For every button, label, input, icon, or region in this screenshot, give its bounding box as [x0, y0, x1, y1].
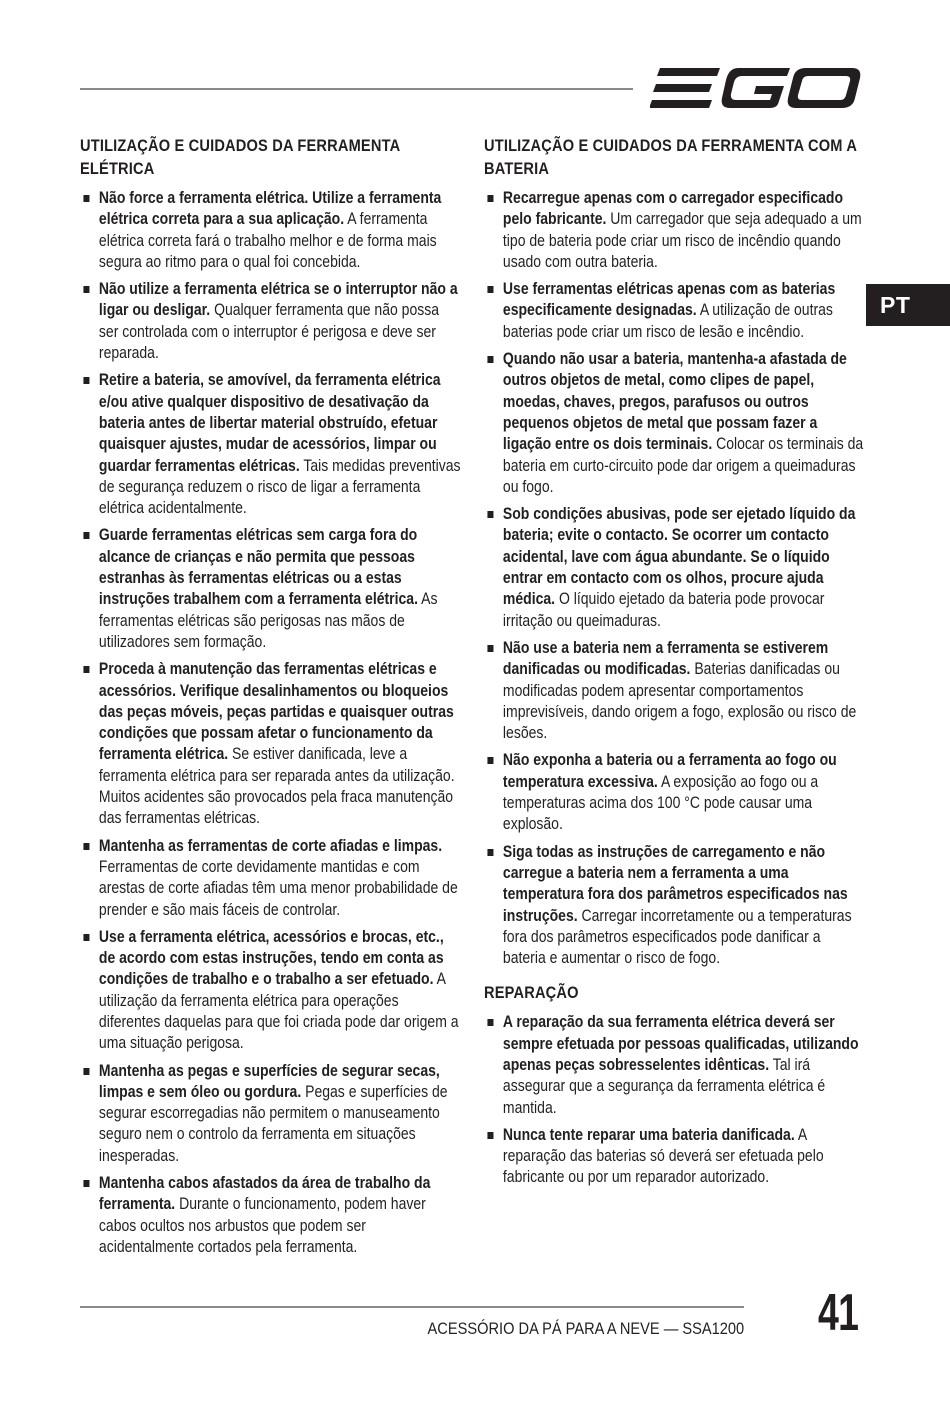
item-emphasis: Não use a bateria nem a ferramenta se estiverem danificadas ou modificadas.	[502, 638, 829, 679]
item-emphasis: Recarregue apenas com o carregador especificado pelo fabricante.	[502, 189, 844, 229]
list-item	[484, 750, 866, 835]
bullet-list	[484, 188, 866, 969]
list-item	[484, 349, 866, 498]
item-text: A utilização de outras baterias pode criar um risco de lesão e incêndio.	[502, 301, 833, 341]
item-text: Qualquer ferramenta que não possa ser controlada com o interruptor é perigosa e deve ser reparada.	[98, 301, 440, 363]
item-text: A ferramenta elétrica correta fará o trabalho melhor e de forma mais segura ao ritmo para o qual foi concebida.	[98, 210, 437, 271]
section-title: REPARAÇÃO	[484, 983, 579, 1003]
item-emphasis: Mantenha as pegas e superfícies de segurar secas, limpas e sem óleo ou gordura.	[98, 1061, 440, 1101]
right-column	[484, 134, 866, 1201]
left-column	[80, 134, 462, 1270]
item-emphasis: Não exponha a bateria ou a ferramenta ao fogo ou temperatura excessiva.	[502, 751, 837, 791]
item-text: O líquido ejetado da bateria pode provocar irritação ou queimaduras.	[502, 590, 825, 630]
item-emphasis: Sob condições abusivas, pode ser ejetado líquido da bateria; evite o contacto. Se ocorrer um contacto acidental, lave com água abundante. Se o líquido entrar em contacto com os olhos, procure ajuda médica.	[502, 505, 856, 609]
item-text: Ferramentas de corte devidamente mantidas e com arestas de corte afiadas têm uma menor probabilidade de prender e são mais fáceis de controlar.	[98, 857, 458, 919]
item-emphasis: Proceda à manutenção das ferramentas elétricas e acessórios. Verifique desalinhamentos ou bloqueios das peças móveis, peças partidas e quaisquer outras condições que possam afetar o funcionamento da ferramenta elétrica.	[98, 660, 454, 764]
item-emphasis: Não force a ferramenta elétrica. Utilize a ferramenta elétrica correta para a sua aplicação.	[98, 189, 442, 229]
list-item	[484, 188, 866, 273]
item-emphasis: Nunca tente reparar uma bateria danificada.	[502, 1125, 795, 1144]
list-item	[80, 836, 462, 921]
item-text: Colocar os terminais da bateria em curto-circuito pode dar origem a queimaduras ou fogo.	[502, 435, 864, 496]
item-text: A reparação das baterias só deverá ser efetuada pelo fabricante ou por um reparador autorizado.	[502, 1125, 824, 1187]
item-emphasis: Use ferramentas elétricas apenas com as baterias especificamente designadas.	[502, 280, 836, 320]
item-text: Se estiver danificada, leve a ferramenta elétrica para ser reparada antes da utilização. Muitos acidentes são provocados pela fraca manutenção das ferramentas elétricas.	[98, 745, 455, 828]
square-bullet-icon	[487, 356, 493, 363]
footer-rule	[80, 1306, 744, 1308]
item-text: A utilização da ferramenta elétrica para operações diferentes daquelas para que foi criada pode dar origem a uma situação perigosa.	[98, 970, 459, 1053]
square-bullet-icon	[83, 843, 89, 850]
item-text: Tais medidas preventivas de segurança reduzem o risco de ligar a ferramenta elétrica acidentalmente.	[98, 456, 461, 518]
item-text: As ferramentas elétricas são perigosas nas mãos de utilizadores sem formação.	[98, 590, 438, 651]
ego-logo	[650, 64, 862, 112]
item-emphasis: Mantenha cabos afastados da área de trabalho da ferramenta.	[98, 1174, 431, 1214]
item-emphasis: Não utilize a ferramenta elétrica se o interruptor não a ligar ou desligar.	[98, 280, 458, 320]
page-number: 41	[818, 1284, 859, 1342]
square-bullet-icon	[487, 511, 493, 518]
item-text: Pegas e superfícies de segurar escorregadias não permitem o manuseamento seguro nem o controlo da ferramenta em situações inesperadas.	[98, 1082, 448, 1165]
square-bullet-icon	[83, 377, 89, 384]
square-bullet-icon	[487, 195, 493, 202]
item-emphasis: Use a ferramenta elétrica, acessórios e brocas, etc., de acordo com estas instruções, tendo em conta as condições de trabalho e o trabalho a ser efetuado.	[98, 927, 444, 989]
list-item	[80, 927, 462, 1055]
square-bullet-icon	[83, 286, 89, 293]
square-bullet-icon	[487, 1019, 493, 1026]
list-item	[80, 525, 462, 653]
square-bullet-icon	[487, 757, 493, 764]
section	[80, 134, 462, 1258]
square-bullet-icon	[487, 849, 493, 856]
square-bullet-icon	[83, 934, 89, 941]
list-item	[80, 1173, 462, 1258]
item-text: Tal irá assegurar que a segurança da ferramenta elétrica é mantida.	[502, 1055, 826, 1117]
item-text: Durante o funcionamento, podem haver cabos ocultos nos arbustos que podem ser acidentalmente cortados pela ferramenta.	[98, 1195, 426, 1256]
item-text: A exposição ao fogo ou a temperaturas acima dos 100 °C pode causar uma explosão.	[502, 772, 819, 834]
list-item	[484, 279, 866, 343]
item-emphasis: Guarde ferramentas elétricas sem carga fora do alcance de crianças e não permita que pessoas estranhas às ferramentas elétricas ou a estas instruções trabalhem com a ferramenta elétrica.	[98, 526, 418, 609]
square-bullet-icon	[83, 1180, 89, 1187]
list-item	[484, 638, 866, 744]
square-bullet-icon	[487, 1132, 493, 1139]
list-item	[484, 1125, 866, 1189]
square-bullet-icon	[487, 645, 493, 652]
item-emphasis: Quando não usar a bateria, mantenha-a afastada de outros objetos de metal, como clipes de papel, moedas, chaves, pregos, parafusos ou outros pequenos objetos de metal que possam fazer a ligação entre os dois terminais.	[502, 350, 847, 454]
language-tab: PT	[866, 284, 950, 326]
footer-title: ACESSÓRIO DA PÁ PARA A NEVE — SSA1200	[427, 1319, 744, 1338]
square-bullet-icon	[83, 195, 89, 202]
item-text: Baterias danificadas ou modificadas podem apresentar comportamentos imprevisíveis, dando origem a fogo, explosão ou risco de lesões.	[502, 660, 857, 743]
list-item	[80, 659, 462, 829]
item-text: Carregar incorretamente ou a temperaturas fora dos parâmetros especificados pode danificar a bateria e aumentar o risco de fogo.	[502, 906, 852, 968]
section-title: UTILIZAÇÃO E CUIDADOS DA FERRAMENTA ELÉTRICA	[80, 136, 400, 178]
bullet-list	[80, 188, 462, 1258]
square-bullet-icon	[83, 1068, 89, 1075]
bullet-list	[484, 1012, 866, 1188]
square-bullet-icon	[83, 666, 89, 673]
list-item	[484, 504, 866, 632]
square-bullet-icon	[83, 532, 89, 539]
item-emphasis: Retire a bateria, se amovível, da ferramenta elétrica e/ou ative qualquer dispositivo de desativação da bateria antes de libertar material obstruído, efetuar quaisquer ajustes, mudar de acessórios, limpar ou guardar ferramentas elétricas.	[98, 371, 441, 475]
square-bullet-icon	[487, 286, 493, 293]
list-item	[484, 1012, 866, 1118]
header-rule	[80, 88, 633, 90]
list-item	[80, 370, 462, 519]
section	[484, 134, 866, 969]
section-title: UTILIZAÇÃO E CUIDADOS DA FERRAMENTA COM A BATERIA	[484, 136, 857, 178]
section	[484, 981, 866, 1188]
list-item	[80, 1061, 462, 1167]
list-item	[80, 188, 462, 273]
item-text: Um carregador que seja adequado a um tipo de bateria pode criar um risco de incêndio quando usado com outra bateria.	[502, 210, 862, 271]
item-emphasis: A reparação da sua ferramenta elétrica deverá ser sempre efetuada por pessoas qualificadas, utilizando apenas peças sobresselentes idênticas.	[502, 1013, 859, 1074]
list-item	[80, 279, 462, 364]
item-emphasis: Mantenha as ferramentas de corte afiadas e limpas.	[98, 836, 443, 855]
item-emphasis: Siga todas as instruções de carregamento e não carregue a bateria nem a ferramenta a uma temperatura fora dos parâmetros especificados nas instruções.	[502, 842, 848, 925]
list-item	[484, 842, 866, 970]
